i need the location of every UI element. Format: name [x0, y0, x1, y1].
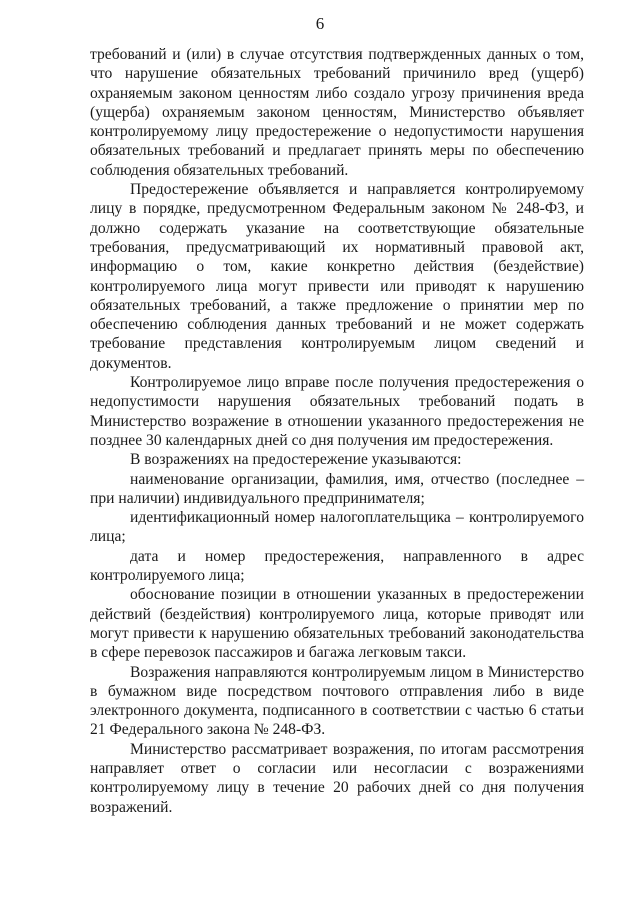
paragraph-objection-right: Контролируемое лицо вправе после получения предостережения о недопустимости нарушения обязательных требований подать в Министерство возражение в отношении указанного предостережения не позднее 30 календарных дней со дня получения им предостережения.	[90, 374, 584, 449]
paragraph-objection-submission: Возражения направляются контролируемым лицом в Министерство в бумажном виде посредством почтового отправления либо в виде электронного документа, подписанного в соответствии с частью 6 статьи 21 Федерального закона № 248-ФЗ.	[90, 663, 584, 739]
paragraph-warning-issuance: Предостережение объявляется и направляется контролируемому лицу в порядке, предусмотренном Федеральным законом № 248-ФЗ, и должно содержать указание на соответствующие обязательные требования, предусматривающий их нормативный правовой акт, информацию о том, какие конкретно действия (бездействие) контролируемого лица могут привести или приводят к нарушению обязательных требований, а также предложение о принятии мер по обеспечению соблюдения данных требований и не может содержать требование представления контролируемым лицом сведений и документов.	[90, 181, 584, 372]
list-item-position-justification: обоснование позиции в отношении указанных в предостережении действий (бездействия) контролируемого лица, которые приводят или могут привести к нарушению обязательных требований законодательства в сфере перевозок пассажиров и багажа легковым такси.	[90, 586, 584, 662]
paragraph-continuation: требований и (или) в случае отсутствия подтвержденных данных о том, что нарушение обязательных требований причинило вред (ущерб) охраняемым законом ценностям либо создало угрозу причинения вреда (ущерба) охраняемым законом ценностям, Министерство объявляет контролируемому лицу предостережение о недопустимости нарушения обязательных требований и предлагает принять меры по обеспечению соблюдения обязательных требований.	[90, 46, 584, 179]
list-item-warning-date-number: дата и номер предостережения, направленного в адрес контролируемого лица;	[90, 547, 584, 585]
page-number: 6	[315, 14, 325, 33]
paragraph-objection-review: Министерство рассматривает возражения, по итогам рассмотрения направляет ответ о согласии или несогласии с возражениями контролируемому лицу в течение 20 рабочих дней со дня получения возражений.	[90, 740, 584, 816]
paragraph-objection-contents-intro: В возражениях на предостережение указываются:	[130, 451, 462, 469]
list-item-taxpayer-number: идентификационный номер налогоплательщика – контролируемого лица;	[90, 509, 584, 546]
list-item-organization-name: наименование организации, фамилия, имя, отчество (последнее – при наличии) индивидуального предпринимателя;	[90, 470, 584, 507]
document-body	[90, 45, 584, 817]
